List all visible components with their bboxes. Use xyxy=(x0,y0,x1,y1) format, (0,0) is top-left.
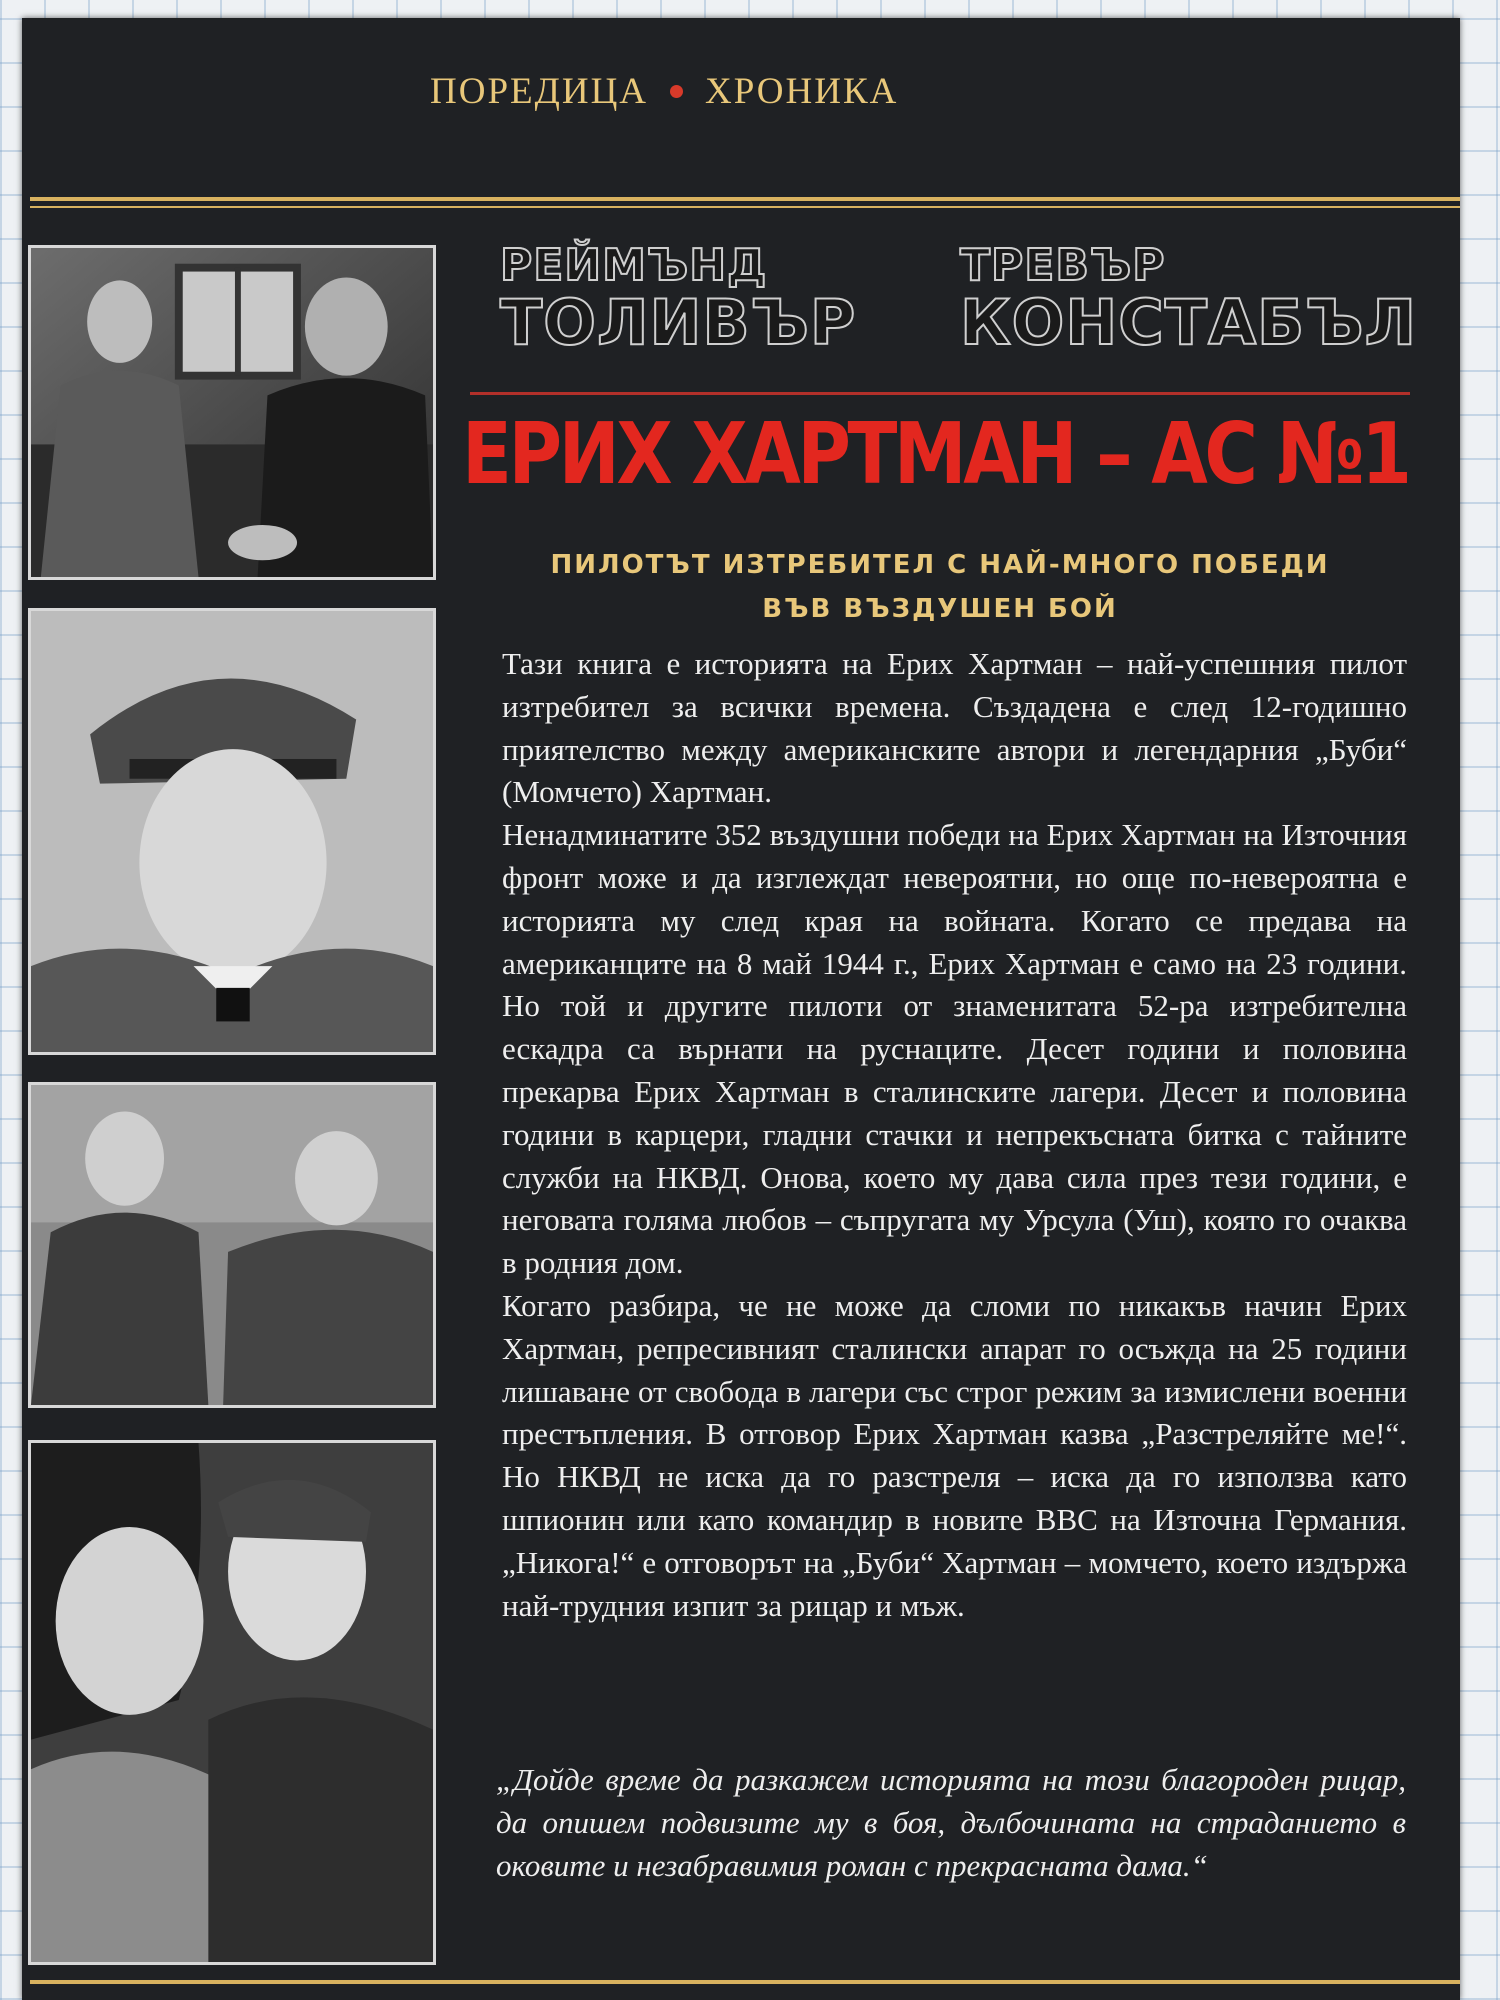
author-1-last-name: ТОЛИВЪР xyxy=(500,286,857,359)
subtitle-line-2: ВЪВ ВЪЗДУШЕН БОЙ xyxy=(762,594,1118,624)
author-1 xyxy=(500,240,857,359)
photo-handshake xyxy=(28,245,436,580)
series-left: ПОРЕДИЦА xyxy=(430,71,649,112)
author-2-first-name: ТРЕВЪР xyxy=(960,240,1166,291)
blurb-quote: „Дойде време да разкажем историята на този благороден рицар, да опишем подвизите му в боя, дълбочината на страданието в оковите и незабравимия роман с прекрасната дама.“ xyxy=(496,1762,1406,1883)
blurb-text xyxy=(502,643,1407,1627)
book-title: ЕРИХ ХАРТМАН – АС №1 xyxy=(462,405,1409,504)
gold-divider-top xyxy=(30,197,1460,201)
series-right: ХРОНИКА xyxy=(705,71,899,112)
author-2 xyxy=(960,240,1418,359)
subtitle-line-1: ПИЛОТЪТ ИЗТРЕБИТЕЛ С НАЙ-МНОГО ПОБЕДИ xyxy=(550,550,1330,580)
blurb-paragraph-2: Ненадминатите 352 въздушни победи на Ерих Хартман на Източния фронт може и да изглеждат невероятни, но още по-невероятна е историята му след края на войната. Когато се предава на американците на 8 май 1944 г., Ерих Хартман е само на 23 години. Но той и другите пилоти от знаменитата 52-ра изтребителна ескадра са върнати на руснаците. Десет години и половина прекарва Ерих Хартман в сталинските лагери. Десет и половина години в карцери, гладни стачки и непрекъсната битка с тайните служби на НКВД. Онова, което му дава сила през тези години, е неговата голяма любов – съпругата му Урсула (Уш), която го очаква в родния дом. xyxy=(502,817,1407,1281)
photo-portrait xyxy=(28,608,436,1055)
series-label xyxy=(430,70,898,113)
author-1-first-name: РЕЙМЪНД xyxy=(500,240,768,291)
book-subtitle xyxy=(480,543,1400,631)
red-divider xyxy=(470,392,1410,395)
gold-divider-bottom xyxy=(30,1980,1460,1984)
blurb-paragraph-3: Когато разбира, че не може да сломи по никакъв начин Ерих Хартман, репресивният сталински апарат го осъжда на 25 години лишаване от свобода в лагери със строг режим за измислени военни престъпления. В отговор Ерих Хартман казва „Разстреляйте ме!“. Но НКВД не иска да го разстреля – иска да го използва като шпионин или като командир в новите ВВС на Източна Германия. „Никога!“ е отговорът на „Буби“ Хартман – момчето, което издържа най-трудния изпит за рицар и мъж. xyxy=(502,1287,1407,1623)
photo-laughing-pilots xyxy=(28,1082,436,1408)
author-2-last-name: КОНСТАБЪЛ xyxy=(960,286,1418,359)
blurb-paragraph-1: Тази книга е историята на Ерих Хартман – най-успешния пилот изтребител за всички времена. Създадена е след 12-годишно приятелство между американските автори и легендарния „Буби“ (Момчето) Хартман. xyxy=(502,646,1407,810)
red-dot-icon xyxy=(670,85,683,98)
photo-couple xyxy=(28,1440,436,1965)
gold-divider-top-thin xyxy=(30,206,1460,208)
